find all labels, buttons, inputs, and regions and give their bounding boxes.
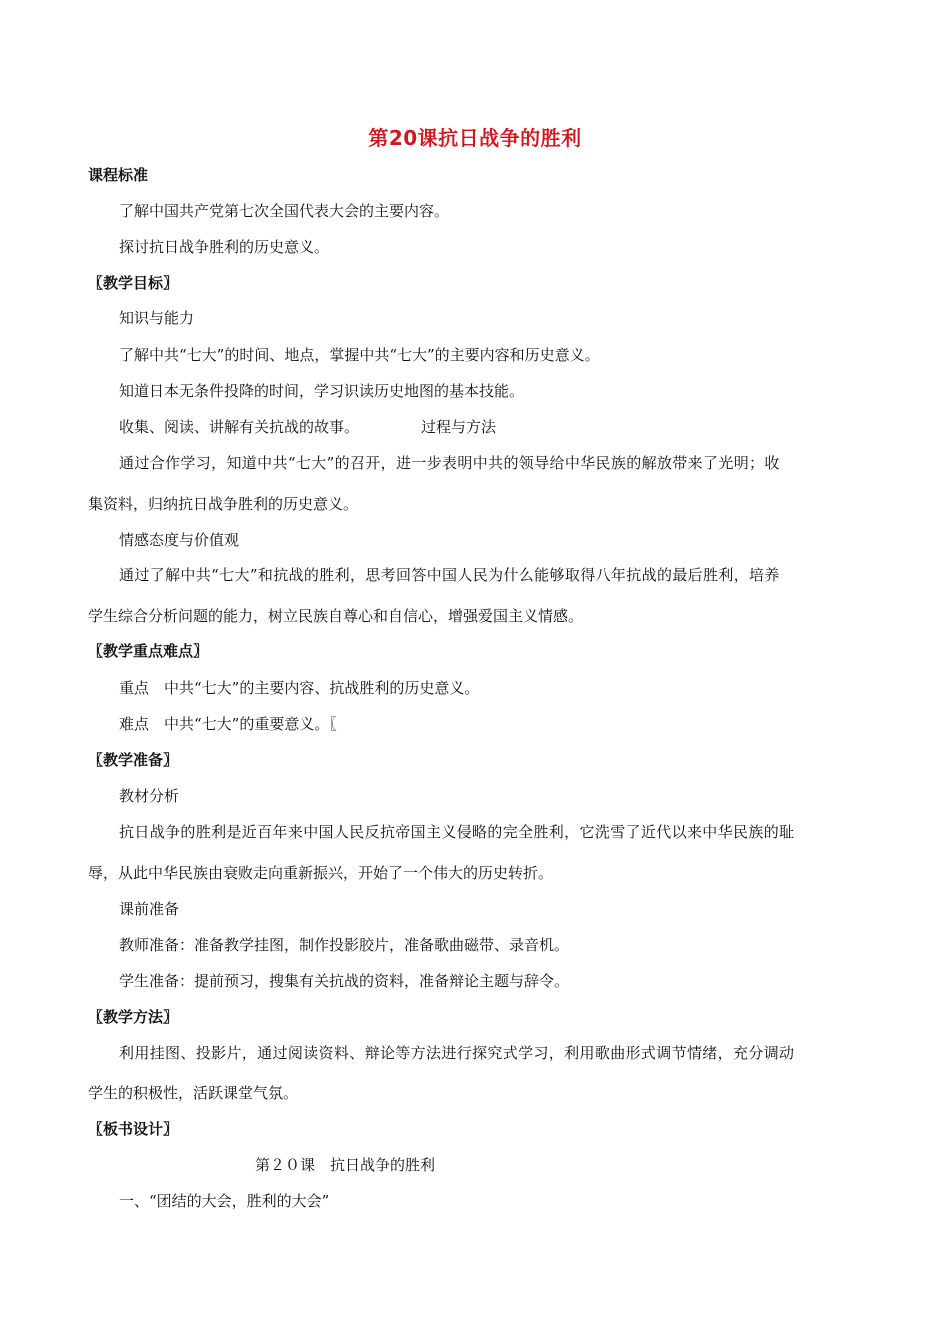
emotion-paragraph-line: 通过了解中共“七大”和抗战的胜利，思考回答中国人民为什么能够取得八年抗战的最后胜利，培养 (119, 566, 780, 584)
emotion-label: 情感态度与价值观 (119, 531, 240, 549)
pre-class-label: 课前准备 (119, 900, 180, 918)
analysis-paragraph-line: 辱，从此中华民族由衰败走向重新振兴，开始了一个伟大的历史转折。 (88, 864, 554, 882)
section-heading-goals: 〖教学目标〗 (88, 274, 179, 292)
key-point: 重点 中共“七大”的主要内容、抗战胜利的历史意义。 (119, 679, 480, 697)
emotion-paragraph-line: 学生综合分析问题的能力，树立民族自尊心和自信心，增强爱国主义情感。 (88, 607, 584, 625)
document-title: 第20课抗日战争的胜利 (368, 126, 582, 150)
method-paragraph-line: 利用挂图、投影片，通过阅读资料、辩论等方法进行探究式学习，利用歌曲形式调节情绪，充分调动 (119, 1044, 795, 1062)
method-paragraph-line: 学生的积极性，活跃课堂气氛。 (88, 1084, 299, 1102)
section-heading-keypoints: 〖教学重点难点〗 (88, 642, 209, 660)
standard-item: 探讨抗日战争胜利的历史意义。 (119, 238, 330, 256)
knowledge-item: 了解中共“七大”的时间、地点，掌握中共“七大”的主要内容和历史意义。 (119, 346, 600, 364)
knowledge-item: 收集、阅读、讲解有关抗战的故事。 (119, 418, 360, 436)
analysis-paragraph-line: 抗日战争的胜利是近百年来中国人民反抗帝国主义侵略的完全胜利，它洗雪了近代以来中华民族的耻 (119, 823, 795, 841)
process-label: 过程与方法 (421, 418, 497, 436)
knowledge-item: 知道日本无条件投降的时间，学习识读历史地图的基本技能。 (119, 382, 525, 400)
section-heading-prep: 〖教学准备〗 (88, 751, 179, 769)
standard-item: 了解中国共产党第七次全国代表大会的主要内容。 (119, 202, 450, 220)
student-prep: 学生准备：提前预习，搜集有关抗战的资料，准备辩论主题与辞令。 (119, 972, 570, 990)
board-item: 一、“团结的大会，胜利的大会” (119, 1192, 330, 1210)
knowledge-label: 知识与能力 (119, 309, 195, 327)
process-paragraph-line: 集资料，归纳抗日战争胜利的历史意义。 (88, 495, 359, 513)
board-title: 第２０课 抗日战争的胜利 (255, 1156, 436, 1174)
section-heading-method: 〖教学方法〗 (88, 1008, 179, 1026)
process-paragraph-line: 通过合作学习，知道中共“七大”的召开，进一步表明中共的领导给中华民族的解放带来了光明；收 (119, 454, 780, 472)
teacher-prep: 教师准备：准备教学挂图，制作投影胶片，准备歌曲磁带、录音机。 (119, 936, 570, 954)
difficult-point: 难点 中共“七大”的重要意义。〖 (119, 715, 337, 733)
analysis-label: 教材分析 (119, 787, 180, 805)
section-heading-standard: 课程标准 (88, 166, 149, 184)
section-heading-board: 〖板书设计〗 (88, 1120, 179, 1138)
